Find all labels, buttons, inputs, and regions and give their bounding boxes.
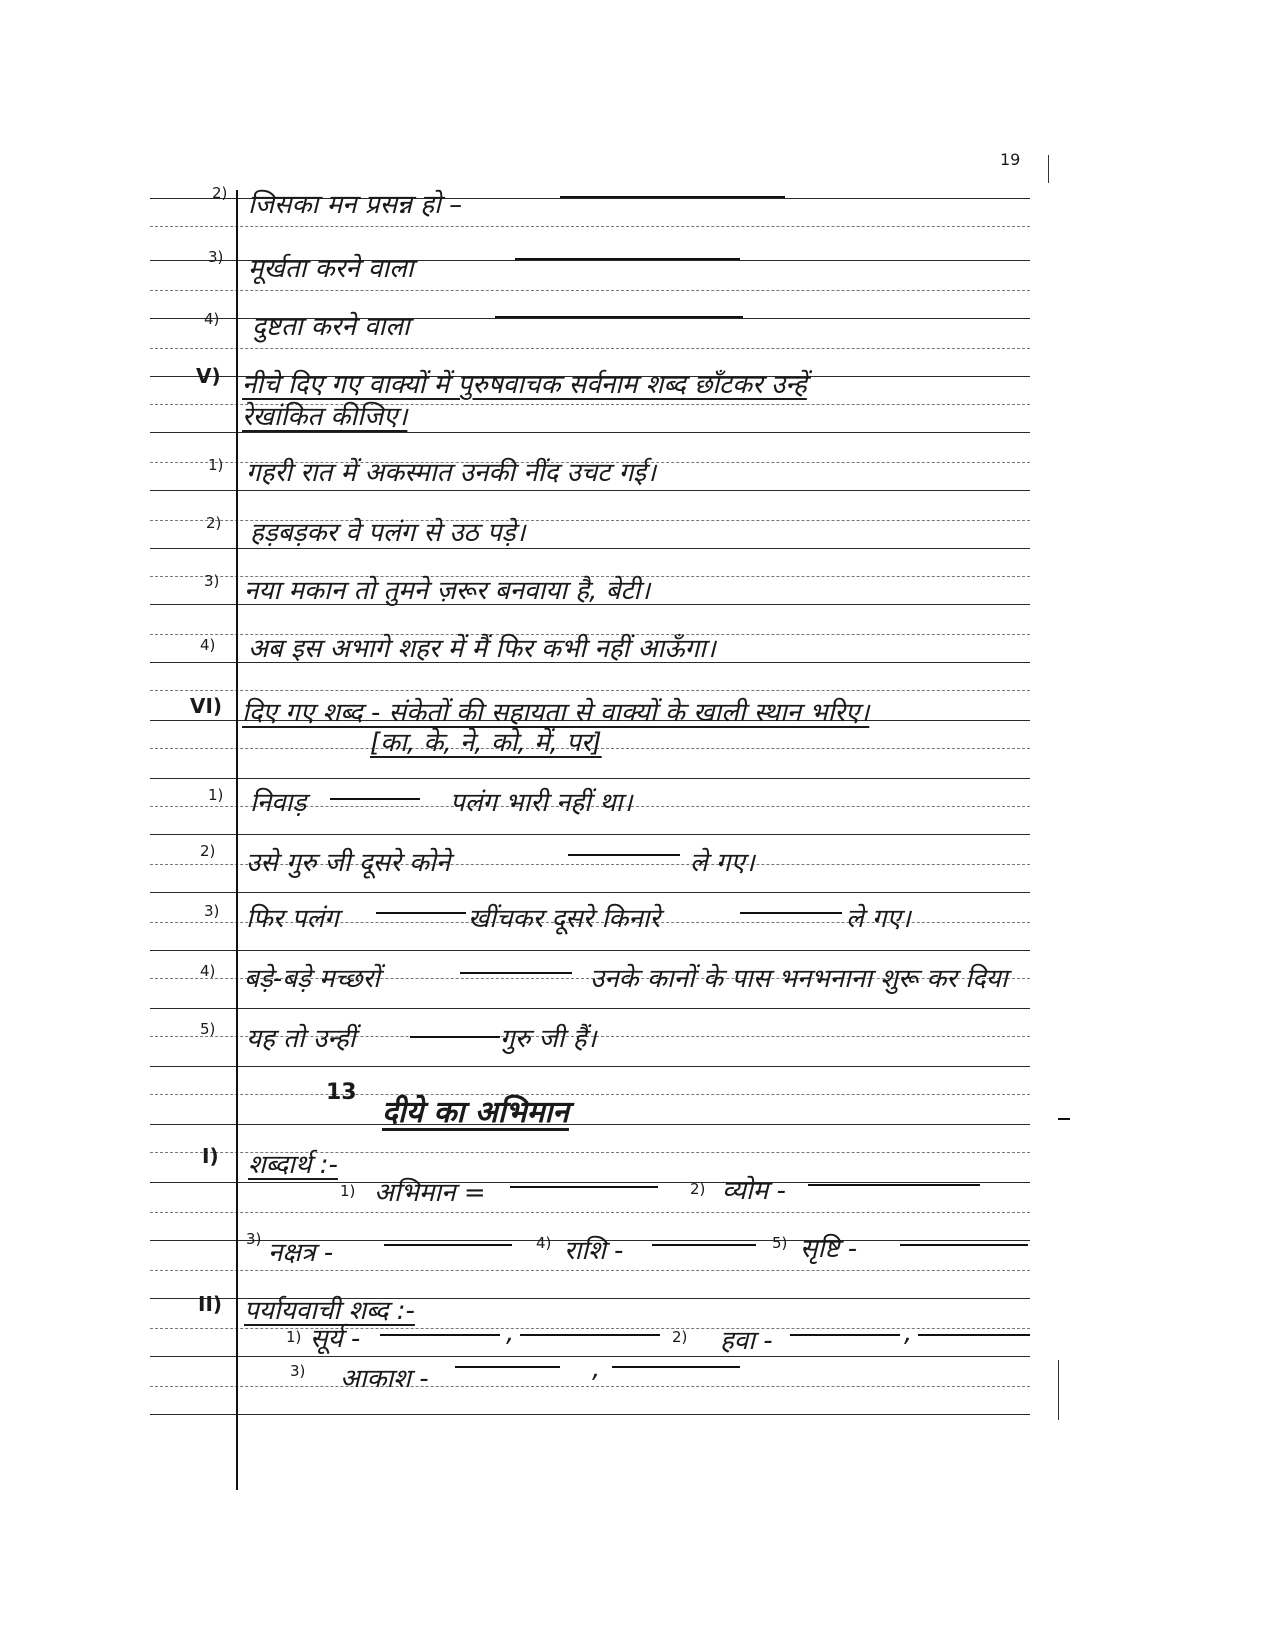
item-text: सूर्य - [310,1324,361,1354]
chapter-title: दीये का अभिमान [382,1095,569,1130]
item-number: 4) [200,962,216,980]
item-number: 2) [212,184,228,202]
item-number: 2) [672,1328,688,1346]
page-edge-mark [1048,155,1049,183]
section-numeral: I) [202,1144,219,1168]
separator: , [904,1318,913,1348]
item-text: गहरी रात में अकस्मात उनकी नींद उचट गई। [246,458,656,488]
answer-blank [384,1244,512,1246]
ruled-line [150,490,1030,491]
item-text: निवाड़ [250,788,307,818]
item-text: उसे गुरु जी दूसरे कोने [246,848,451,878]
item-text: हवा - [720,1326,773,1356]
ruled-line [150,348,1030,349]
item-text: पलंग भारी नहीं था। [450,788,633,818]
item-text: ले गए। [846,904,911,934]
item-number: 3) [204,572,220,590]
section-numeral: VI) [190,694,223,718]
ruled-line [150,834,1030,835]
item-text: अब इस अभागे शहर में मैं फिर कभी नहीं आऊँगा। [248,634,716,664]
item-number: 3) [208,248,224,266]
item-number: 4) [536,1234,552,1252]
ruled-line [150,1270,1030,1271]
item-text: अभिमान = [374,1178,486,1208]
item-number: 1) [208,456,224,474]
answer-blank [740,912,842,914]
item-number: 5) [200,1020,216,1038]
section-numeral: V) [196,364,221,388]
answer-blank [376,912,466,914]
separator: , [592,1354,601,1384]
answer-blank [790,1334,900,1336]
item-number: 2) [200,842,216,860]
ruled-line [150,1414,1030,1415]
item-text: उनके कानों के पास भनभनाना शुरू कर दिया [590,964,1008,994]
answer-blank [560,196,785,198]
chapter-number: 13 [326,1080,357,1105]
ruled-line [150,778,1030,779]
item-number: 2) [690,1180,706,1198]
ruled-line [150,1356,1030,1357]
item-text: गुरु जी हैं। [500,1024,597,1054]
item-text: हड़बड़कर वे पलंग से उठ पड़े। [250,518,526,548]
ruled-line [150,1386,1030,1387]
item-number: 2) [206,514,222,532]
ruled-line [150,226,1030,227]
answer-blank [495,316,743,318]
page-edge-mark [1058,1360,1059,1420]
item-text: नक्षत्र - [268,1238,334,1268]
answer-blank [455,1366,560,1368]
answer-blank [652,1244,756,1246]
item-number: 3) [290,1362,306,1380]
ruled-line [150,1094,1030,1095]
margin-line [236,190,238,1490]
item-number: 5) [772,1234,788,1252]
page-number: 19 [1000,150,1021,169]
ruled-line [150,548,1030,549]
ruled-line [150,1212,1030,1213]
answer-blank [520,1334,660,1336]
ruled-line [150,1008,1030,1009]
item-text: बड़े-बड़े मच्छरों [244,964,380,994]
word-hint-list: [का, के, ने, को, में, पर] [370,728,602,758]
section-instruction: दिए गए शब्द - संकेतों की सहायता से वाक्यों के खाली स्थान भरिए। [242,698,870,728]
item-text: जिसका मन प्रसन्न हो – [248,190,463,220]
section-heading: पर्यायवाची शब्द :- [244,1296,415,1326]
item-text: नया मकान तो तुमने ज़रूर बनवाया है, बेटी। [244,576,651,606]
item-text: सृष्टि - [800,1234,858,1264]
section-numeral: II) [198,1292,223,1316]
item-number: 3) [204,902,220,920]
item-text: राशि - [564,1236,624,1266]
ruled-line [150,1328,1030,1329]
answer-blank [612,1366,740,1368]
ruled-line [150,690,1030,691]
item-text: व्योम - [722,1176,786,1206]
item-number: 1) [340,1182,356,1200]
ruled-line [150,892,1030,893]
item-text: यह तो उन्हीं [246,1024,356,1054]
ruled-line [150,1066,1030,1067]
page-edge-mark [1058,1118,1070,1120]
section-instruction: रेखांकित कीजिए। [242,402,408,432]
item-text: ले गए। [690,848,755,878]
item-number: 1) [286,1328,302,1346]
ruled-line [150,1124,1030,1125]
answer-blank [900,1244,1028,1246]
separator: , [506,1318,515,1348]
ruled-line [150,290,1030,291]
answer-blank [918,1334,1030,1336]
item-number: 4) [204,310,220,328]
answer-blank [808,1184,980,1186]
item-text: मूर्खता करने वाला [248,254,414,284]
answer-blank [568,854,680,856]
item-text: दुष्टता करने वाला [252,312,410,342]
answer-blank [510,1186,658,1188]
answer-blank [515,258,740,260]
item-text: खींचकर दूसरे किनारे [468,904,661,934]
answer-blank [410,1036,500,1038]
item-number: 3) [246,1230,262,1248]
answer-blank [330,798,420,800]
answer-blank [460,972,572,974]
ruled-line [150,1182,1030,1183]
item-text: आकाश - [340,1364,429,1394]
item-number: 1) [208,786,224,804]
ruled-line [150,432,1030,433]
ruled-line [150,950,1030,951]
item-number: 4) [200,636,216,654]
answer-blank [380,1334,500,1336]
item-text: फिर पलंग [246,904,339,934]
section-instruction: नीचे दिए गए वाक्यों में पुरुषवाचक सर्वनाम शब्द छाँटकर उन्हें [242,370,807,400]
section-heading: शब्दार्थ :- [248,1150,338,1180]
